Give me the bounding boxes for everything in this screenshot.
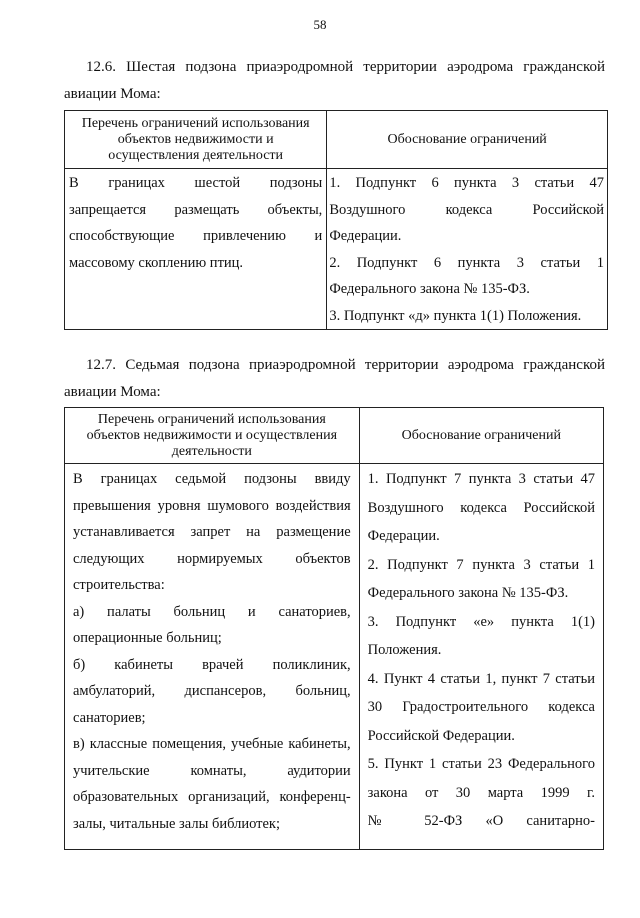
justification-line: № 52-ФЗ «О санитарно-	[367, 813, 595, 829]
restriction-line: следующих нормируемых объектов	[73, 550, 351, 567]
justification-line: 1. Подпункт 6 пункта 3 статьи 47	[329, 175, 604, 191]
justification-line: 5. Пункт 1 статьи 23 Федерального	[367, 756, 595, 772]
restriction-line: массовому скоплению птиц.	[69, 254, 244, 271]
justification-line: Федерального закона № 135-ФЗ.	[367, 585, 569, 601]
justification-text-cell	[359, 464, 603, 850]
table-header-restrictions: Перечень ограничений использования объектов недвижимости и осуществления деятельности	[65, 111, 327, 169]
restriction-line: способствующие привлечению и	[69, 228, 323, 244]
restriction-line: образовательных организаций, конференц-	[73, 789, 351, 805]
table-header-justification: Обоснование ограничений	[327, 111, 608, 169]
justification-line: 2. Подпункт 6 пункта 3 статьи 1	[329, 254, 604, 271]
heading-line: 12.6. Шестая подзона приаэродромной территории аэродрома гражданской	[86, 59, 605, 75]
restriction-line: залы, читальные залы библиотек;	[73, 815, 281, 832]
heading-line: авиации Мома:	[64, 86, 161, 102]
restriction-line: амбулаторий, диспансеров, больниц,	[73, 683, 351, 699]
restriction-line: В границах седьмой подзоны ввиду	[73, 471, 351, 487]
justification-line: Воздушного кодекса Российской	[367, 499, 595, 516]
section-heading-12-6	[64, 54, 605, 108]
restriction-text-cell	[65, 464, 360, 850]
justification-line: Российской Федерации.	[367, 727, 515, 744]
justification-line: закона от 30 марта 1999 г.	[367, 784, 595, 801]
justification-line: 3. Подпункт «е» пункта 1(1)	[367, 613, 595, 630]
justification-line: Положения.	[367, 642, 442, 658]
restriction-line: запрещается размещать объекты,	[69, 201, 323, 218]
heading-line: авиации Мома:	[64, 384, 161, 400]
restriction-line: строительства:	[73, 577, 165, 593]
justification-line: 3. Подпункт «д» пункта 1(1) Положения.	[329, 307, 582, 324]
justification-line: 30 Градостроительного кодекса	[367, 699, 595, 715]
restrictions-table-12-6	[64, 110, 608, 330]
restrictions-table-12-7	[64, 407, 604, 850]
restriction-line: превышения уровня шумового воздействия	[73, 497, 351, 514]
restriction-line: устанавливается запрет на размещение	[73, 524, 351, 540]
restriction-line: операционные больниц;	[73, 630, 222, 646]
page-number: 58	[313, 17, 327, 32]
restriction-line: В границах шестой подзоны	[69, 175, 323, 191]
section-heading-12-7	[64, 352, 605, 406]
table-header-restrictions: Перечень ограничений использования объектов недвижимости и осуществления деятельности	[65, 408, 360, 464]
justification-line: Воздушного кодекса Российской	[329, 201, 604, 218]
restriction-line: санаториев;	[73, 709, 146, 726]
restriction-line: в) классные помещения, учебные кабинеты,	[73, 736, 351, 752]
justification-line: Федерального закона № 135-ФЗ.	[329, 281, 530, 297]
justification-line: Федерации.	[367, 528, 440, 544]
justification-line: 1. Подпункт 7 пункта 3 статьи 47	[367, 471, 595, 487]
table-header-justification: Обоснование ограничений	[359, 408, 603, 464]
restriction-text-cell	[65, 169, 327, 330]
justification-line: 2. Подпункт 7 пункта 3 статьи 1	[367, 556, 595, 573]
restriction-line: учительские комнаты, аудитории	[73, 762, 351, 779]
justification-text-cell	[327, 169, 608, 330]
restriction-line: а) палаты больниц и санаториев,	[73, 603, 351, 620]
restriction-line: б) кабинеты врачей поликлиник,	[73, 656, 351, 673]
heading-line: 12.7. Седьмая подзона приаэродромной территории аэродрома гражданской	[86, 357, 605, 373]
justification-line: Федерации.	[329, 228, 402, 244]
justification-line: 4. Пункт 4 статьи 1, пункт 7 статьи	[367, 670, 595, 687]
